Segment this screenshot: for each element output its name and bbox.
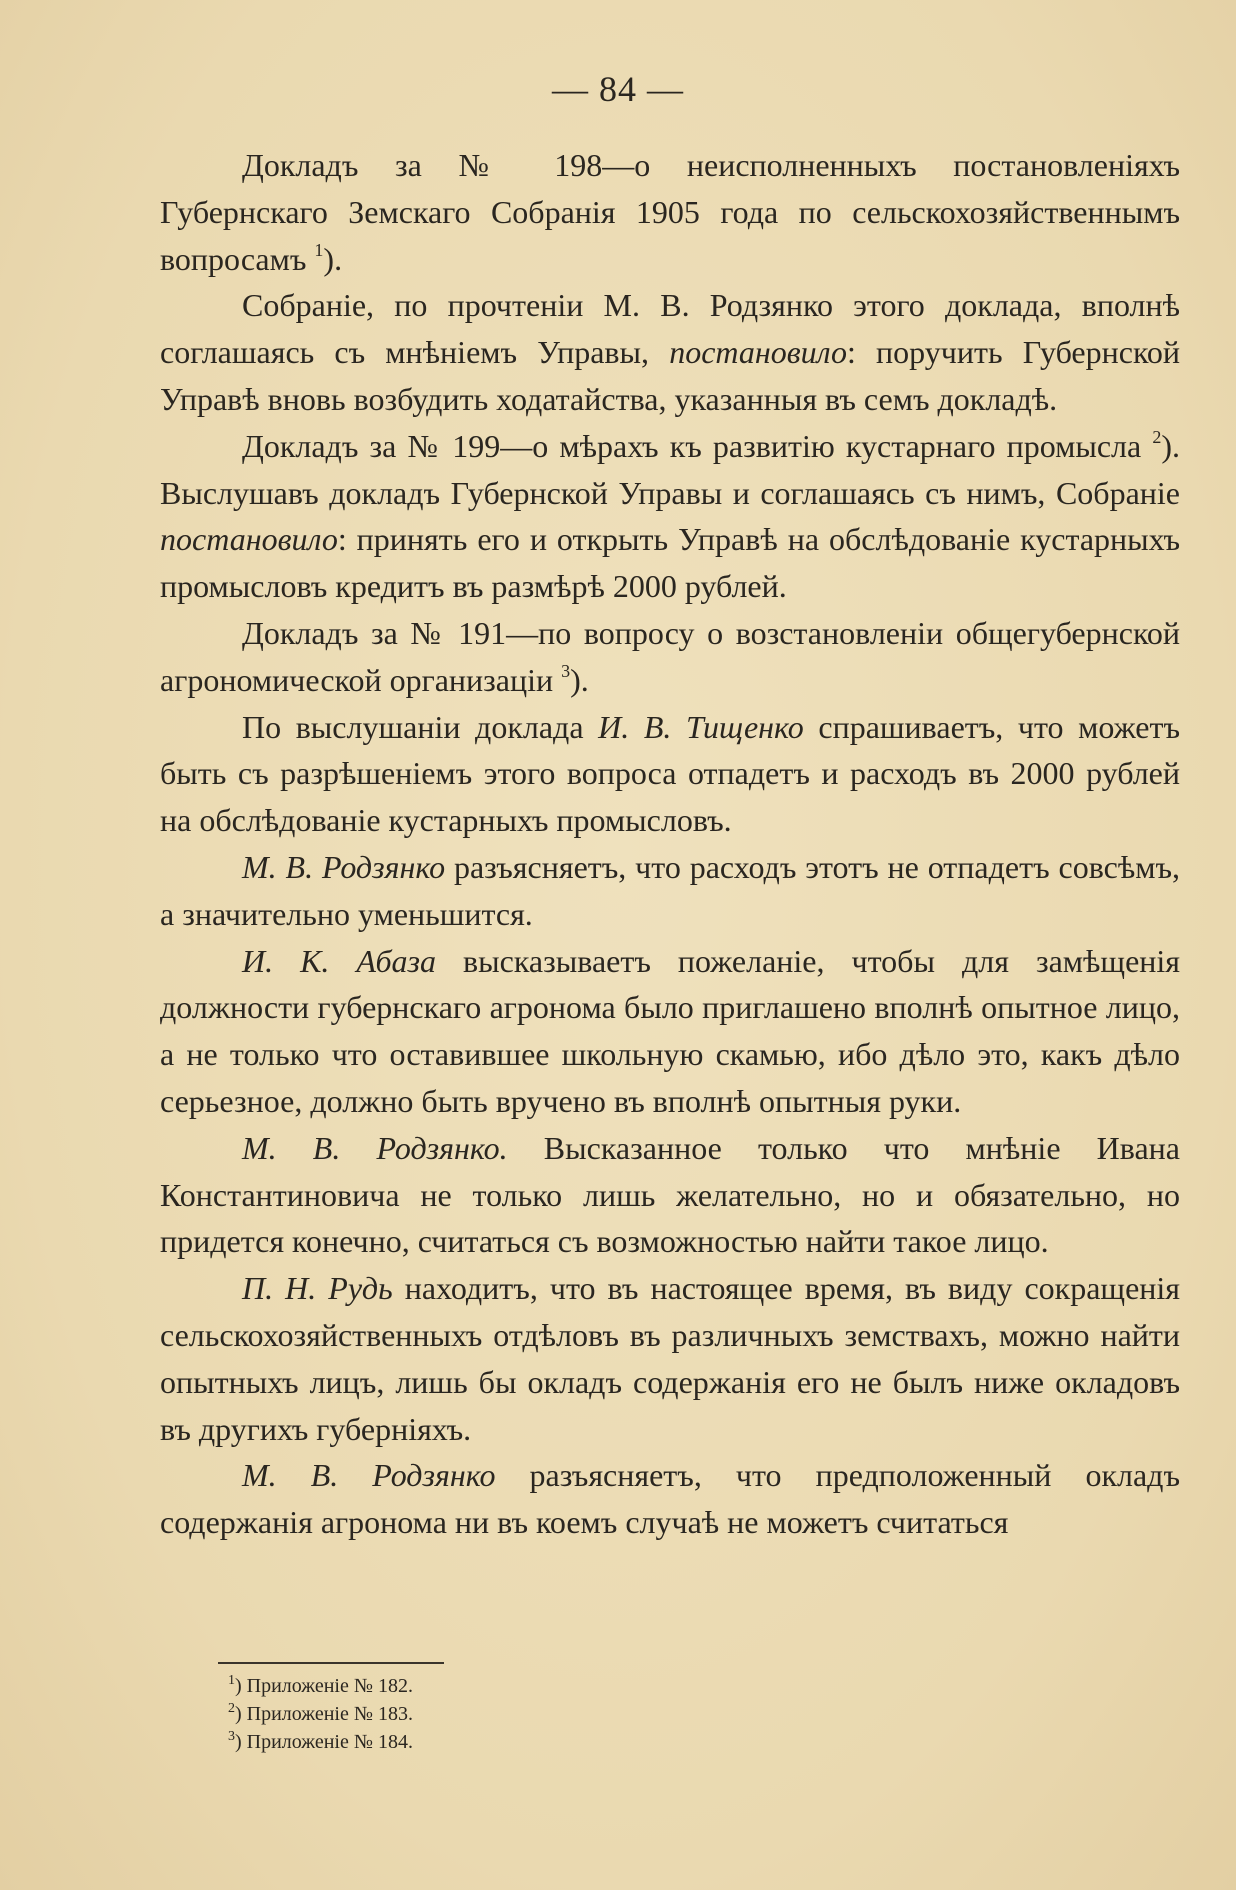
- paragraph: [160, 1125, 1180, 1265]
- footnote-number: 2: [228, 1701, 235, 1716]
- footnote: [228, 1700, 413, 1728]
- paragraph: [160, 142, 1180, 282]
- paragraph: [160, 938, 1180, 1125]
- paragraph-text: спрашиваетъ, что можетъ быть съ разрѣшеніемъ этого вопроса отпадетъ и расходъ въ 2000 рублей на обслѣдованіе кустарныхъ промысловъ.: [160, 708, 1181, 839]
- paragraph-text: Собраніе, по прочтеніи М. В. Родзянко этого доклада, вполнѣ соглашаясь съ мнѣніемъ Управы,: [160, 287, 1180, 371]
- footnote-number: 1: [228, 1673, 235, 1688]
- footnote-divider: [218, 1662, 444, 1664]
- footnote-marker: 2: [1152, 426, 1162, 447]
- italic-text: П. Н. Рудь: [242, 1270, 393, 1307]
- footnote-text: ) Приложеніе № 184.: [235, 1731, 413, 1753]
- paragraph-text: высказываетъ пожеланіе, чтобы для замѣщенія должности губернскаго агронома было приглашено вполнѣ опытное лицо, а не только что оставившее школьную скамью, ибо дѣло это, какъ дѣло серьезное, должно быть вручено въ вполнѣ опытныя руки.: [160, 942, 1181, 1119]
- paragraph-text: : принять его и открыть Управѣ на обслѣдованіе кустарныхъ промысловъ кредитъ въ размѣрѣ 2000 рублей.: [160, 521, 1180, 605]
- footnote: [228, 1728, 413, 1756]
- paragraph: [160, 282, 1180, 422]
- footnote-number: 3: [228, 1729, 235, 1744]
- page-number: — 84 —: [552, 69, 684, 109]
- paragraph-text: разъясняетъ, что предположенный окладъ содержанія агронома ни въ коемъ случаѣ не можетъ считаться: [160, 1457, 1180, 1541]
- italic-text: И. В. Тищенко: [598, 708, 804, 745]
- paragraph-text: Докладъ за № 198—о неисполненныхъ постановленіяхъ Губернскаго Земскаго Собранія 1905 года по сельскохозяйственнымъ вопросамъ: [160, 147, 1180, 277]
- footnote: [228, 1672, 413, 1700]
- paragraph-text: По выслушаніи доклада: [242, 708, 599, 745]
- paragraph-text: Высказанное только что мнѣніе Ивана Константиновича не только лишь желательно, но и обязательно, но придется конечно, считаться съ возможностью найти такое лицо.: [160, 1129, 1181, 1260]
- paragraph: [160, 1452, 1180, 1546]
- italic-text: М. В. Родзянко.: [242, 1129, 508, 1166]
- paragraph-text: находитъ, что въ настоящее время, въ виду сокращенія сельскохозяйственныхъ отдѣловъ въ различныхъ земствахъ, можно найти опытныхъ лицъ, лишь бы окладъ содержанія его не былъ ниже окладовъ въ другихъ губерніяхъ.: [160, 1270, 1181, 1447]
- paragraph: [160, 844, 1180, 938]
- footnote-text: ) Приложеніе № 183.: [235, 1703, 413, 1725]
- paragraph-text: Докладъ за № 199—о мѣрахъ къ развитію кустарнаго промысла: [242, 427, 1153, 464]
- paragraph-text: разъясняетъ, что расходъ этотъ не отпадетъ совсѣмъ, а значительно уменьшится.: [160, 848, 1181, 932]
- footnotes: [228, 1672, 413, 1756]
- italic-text: постановило: [160, 521, 338, 558]
- paragraph: [160, 423, 1180, 610]
- italic-text: М. В. Родзянко: [242, 848, 446, 885]
- paragraph-text: ).: [570, 661, 589, 698]
- footnote-text: ) Приложеніе № 182.: [235, 1675, 413, 1697]
- paragraph: [160, 1265, 1180, 1452]
- italic-text: постановило: [669, 334, 847, 371]
- paragraph: [160, 610, 1180, 704]
- paragraph-text: ). Выслушавъ докладъ Губернской Управы и соглашаясь съ нимъ, Собраніе: [160, 427, 1180, 511]
- paragraph: [160, 704, 1180, 844]
- paragraph-text: Докладъ за № 191—по вопросу о возстановленіи общегубернской агрономической организаціи: [160, 614, 1180, 698]
- body-text: [160, 142, 1180, 1546]
- paragraph-text: ).: [323, 240, 343, 277]
- italic-text: И. К. Абаза: [242, 942, 437, 979]
- footnote-marker: 1: [314, 239, 324, 260]
- italic-text: М. В. Родзянко: [242, 1457, 496, 1494]
- footnote-marker: 3: [561, 660, 571, 681]
- paragraph-text: : поручить Губернской Управѣ вновь возбудить ходатайства, указанныя въ семъ докладѣ.: [160, 334, 1181, 417]
